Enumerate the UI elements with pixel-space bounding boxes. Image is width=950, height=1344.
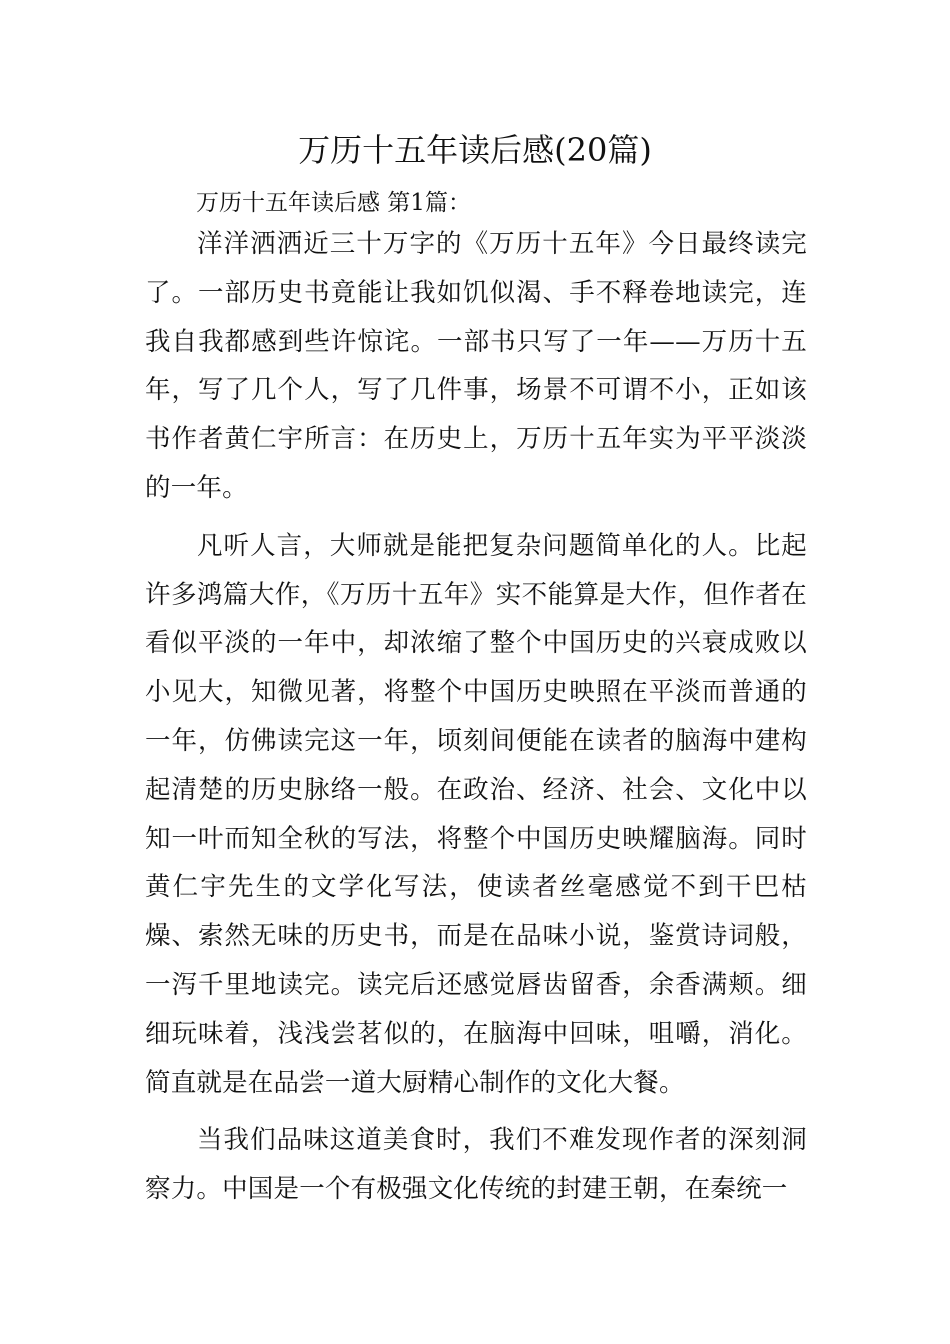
body-paragraph: 当我们品味这道美食时，我们不难发现作者的深刻洞察力。中国是一个有极强文化传统的封建王朝，在秦统一 [145, 1125, 807, 1205]
section-heading: 万历十五年读后感 第1篇： [196, 190, 471, 216]
body-paragraph: 洋洋洒洒近三十万字的《万历十五年》今日最终读完了。一部历史书竟能让我如饥似渴、手不释卷地读完，连我自我都感到些许惊诧。一部书只写了一年——万历十五年，写了几个人，写了几件事，场景不可谓不小，正如该书作者黄仁宇所言：在历史上，万历十五年实为平平淡淡的一年。 [145, 229, 807, 503]
document-body [145, 220, 807, 1218]
document-title: 万历十五年读后感(20篇) [298, 131, 652, 169]
body-paragraph: 凡听人言，大师就是能把复杂问题简单化的人。比起许多鸿篇大作，《万历十五年》实不能算是大作，但作者在看似平淡的一年中，却浓缩了整个中国历史的兴衰成败以小见大，知微见著，将整个中国历史映照在平淡而普通的一年，仿佛读完这一年，顷刻间便能在读者的脑海中建构起清楚的历史脉络一般。在政治、经济、社会、文化中以知一叶而知全秋的写法，将整个中国历史映耀脑海。同时黄仁宇先生的文学化写法，使读者丝毫感觉不到干巴枯燥、索然无味的历史书，而是在品味小说，鉴赏诗词般，一泻千里地读完。读完后还感觉唇齿留香，余香满颊。细细玩味着，浅浅尝茗似的，在脑海中回味，咀嚼，消化。简直就是在品尝一道大厨精心制作的文化大餐。 [145, 530, 807, 1098]
